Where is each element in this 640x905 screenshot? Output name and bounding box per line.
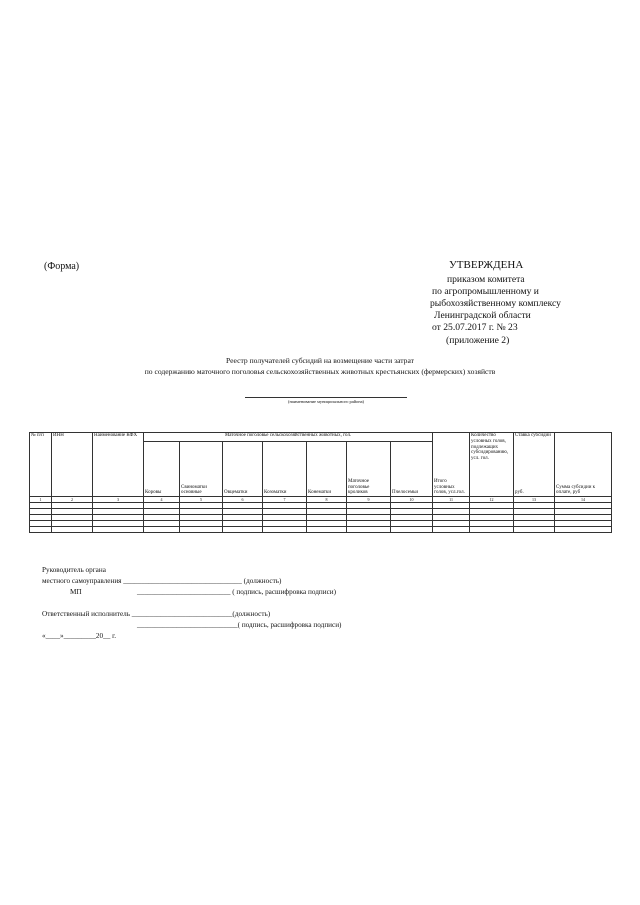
header-cell: Коровы — [144, 442, 180, 497]
column-number: 5 — [180, 497, 223, 503]
form-label: (Форма) — [44, 261, 80, 272]
header-cell: Конематки — [307, 442, 347, 497]
header-cell — [514, 433, 555, 497]
header-cell: Козоматки — [263, 442, 307, 497]
approval-line: от 25.07.2017 г. № 23 — [432, 322, 518, 333]
column-number: 2 — [52, 497, 93, 503]
date-line: «____»_________20__ г. — [42, 632, 117, 640]
header-cell: Сумма субсидии к оплате, руб — [555, 433, 612, 497]
municipality-line — [245, 397, 407, 398]
group-header-cell: Маточное поголовье сельскохозяйственных животных, гол. — [144, 433, 433, 442]
column-number: 6 — [223, 497, 263, 503]
column-number: 9 — [347, 497, 391, 503]
header-cell: Маточное поголовье кроликов — [347, 442, 391, 497]
approval-title: УТВЕРЖДЕНА — [449, 259, 524, 271]
column-number: 10 — [391, 497, 433, 503]
header-cell: № п/п — [30, 433, 52, 497]
register-title-line2: по содержанию маточного поголовья сельскохозяйственных животных крестьянских (фермерских) хозяйств — [144, 367, 496, 376]
approval-line: рыбохозяйственному комплексу — [430, 298, 561, 309]
column-number: 8 — [307, 497, 347, 503]
column-number: 13 — [514, 497, 555, 503]
table-row — [30, 527, 612, 533]
executor-line: Ответственный исполнитель ____________________________(должность) — [42, 610, 271, 618]
head-label: Руководитель органа — [42, 566, 106, 574]
rate-unit: руб. — [515, 490, 524, 496]
header-cell: Свиноматки основные — [180, 442, 223, 497]
register-title-line1: Реестр получателей субсидий на возмещение части затрат — [226, 356, 414, 365]
municipality-caption: (наименование муниципального района) — [288, 399, 364, 404]
column-number: 11 — [433, 497, 470, 503]
local-gov-line: местного самоуправления _________________________________ (должность) — [42, 577, 282, 585]
signature-line: __________________________ ( подпись, расшифровка подписи) — [137, 588, 337, 596]
column-number: 7 — [263, 497, 307, 503]
header-cell: Количество условных голов, подлежащих субсидированию, усл. гол. — [470, 433, 514, 497]
column-number: 12 — [470, 497, 514, 503]
header-cell: Овцематки — [223, 442, 263, 497]
header-cell: ИНН — [52, 433, 93, 497]
approval-line: приказом комитета — [447, 274, 525, 285]
rate-label: Ставка субсидии — [515, 433, 551, 438]
column-number: 4 — [144, 497, 180, 503]
header-cell: Пчелосемьи — [391, 442, 433, 497]
column-number: 14 — [555, 497, 612, 503]
header-cell: Итого условных голов, усл.гол. — [433, 433, 470, 497]
register-table — [29, 432, 612, 533]
approval-line: (приложение 2) — [446, 335, 510, 346]
column-number: 3 — [93, 497, 144, 503]
mp-label: МП — [70, 588, 82, 596]
signature-line: ____________________________( подпись, расшифровка подписи) — [137, 621, 342, 629]
approval-line: Ленинградской области — [434, 310, 531, 321]
header-cell: Наименование КФХ — [93, 433, 144, 497]
approval-line: по агропромышленному и — [432, 286, 539, 297]
column-number: 1 — [30, 497, 52, 503]
